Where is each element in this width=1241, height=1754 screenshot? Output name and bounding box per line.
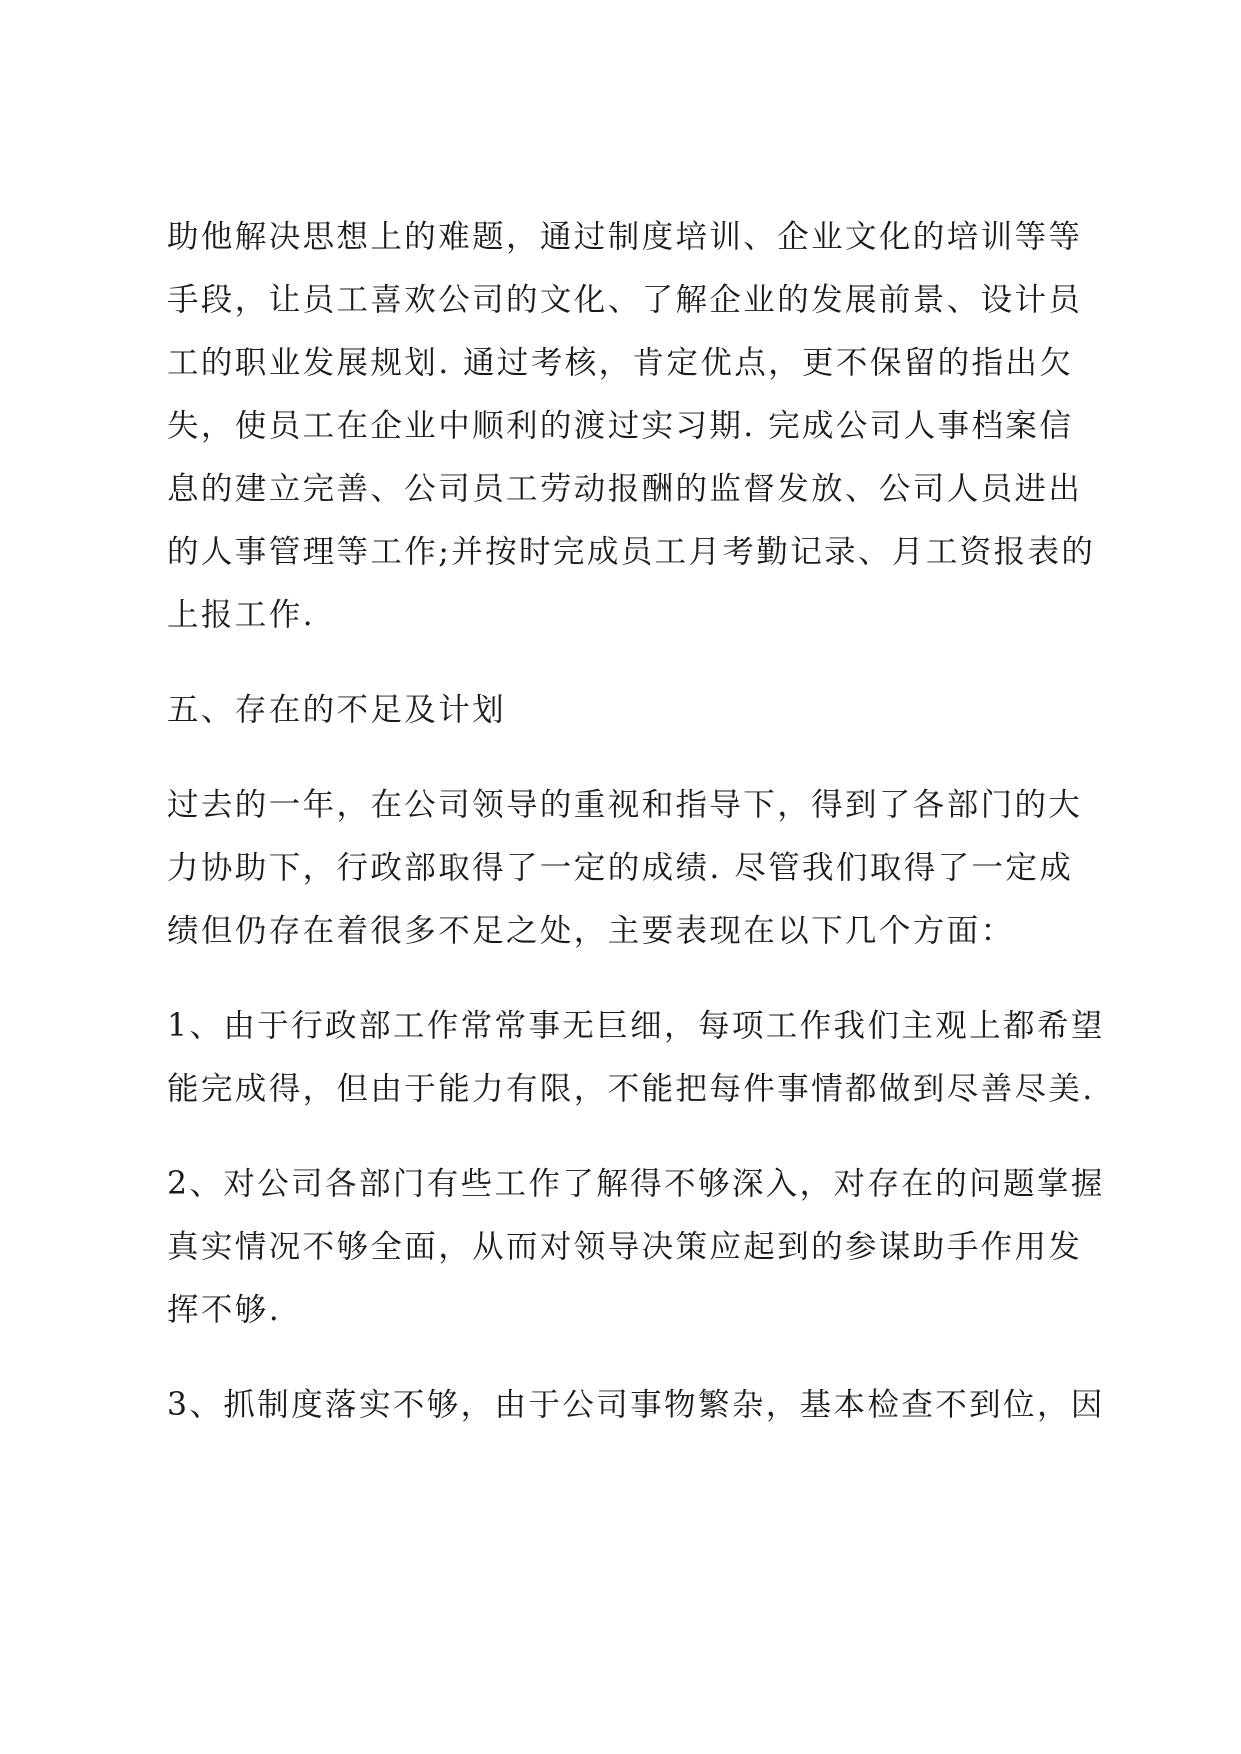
text-line: 上报工作. bbox=[167, 597, 316, 633]
text-line: 能完成得，但由于能力有限，不能把每件事情都做到尽善尽美. bbox=[167, 1071, 1095, 1107]
text-line: 失，使员工在企业中顺利的渡过实习期. 完成公司人事档案信 bbox=[167, 408, 1074, 444]
text-line: 工的职业发展规划. 通过考核，肯定优点，更不保留的指出欠 bbox=[167, 345, 1074, 381]
text-line: 3、抓制度落实不够，由于公司事物繁杂，基本检查不到位，因 bbox=[167, 1387, 1105, 1423]
heading-text: 五、存在的不足及计划 bbox=[167, 692, 507, 728]
list-item-1 bbox=[167, 1008, 1105, 1107]
list-item-3 bbox=[167, 1387, 1105, 1423]
text-line: 力协助下，行政部取得了一定的成绩. 尽管我们取得了一定成 bbox=[167, 850, 1074, 886]
document-body bbox=[167, 219, 1105, 1423]
text-line: 息的建立完善、公司员工劳动报酬的监督发放、公司人员进出 bbox=[167, 471, 1083, 507]
text-line: 2、对公司各部门有些工作了解得不够深入，对存在的问题掌握 bbox=[167, 1166, 1105, 1202]
text-line: 真实情况不够全面，从而对领导决策应起到的参谋助手作用发 bbox=[167, 1229, 1083, 1265]
section-heading-five bbox=[167, 692, 1077, 728]
text-line: 绩但仍存在着很多不足之处，主要表现在以下几个方面： bbox=[167, 913, 1015, 949]
paragraph-summary bbox=[167, 787, 1083, 949]
text-line: 挥不够. bbox=[167, 1292, 282, 1328]
text-line: 手段，让员工喜欢公司的文化、了解企业的发展前景、设计员 bbox=[167, 282, 1083, 318]
text-line: 1、由于行政部工作常常事无巨细，每项工作我们主观上都希望 bbox=[167, 1008, 1105, 1044]
paragraph-intro-continued bbox=[167, 219, 1096, 633]
text-line: 助他解决思想上的难题，通过制度培训、企业文化的培训等等 bbox=[167, 219, 1083, 255]
text-line: 过去的一年，在公司领导的重视和指导下，得到了各部门的大 bbox=[167, 787, 1083, 823]
text-line: 的人事管理等工作;并按时完成员工月考勤记录、月工资报表的 bbox=[167, 534, 1096, 570]
list-item-2 bbox=[167, 1166, 1105, 1328]
